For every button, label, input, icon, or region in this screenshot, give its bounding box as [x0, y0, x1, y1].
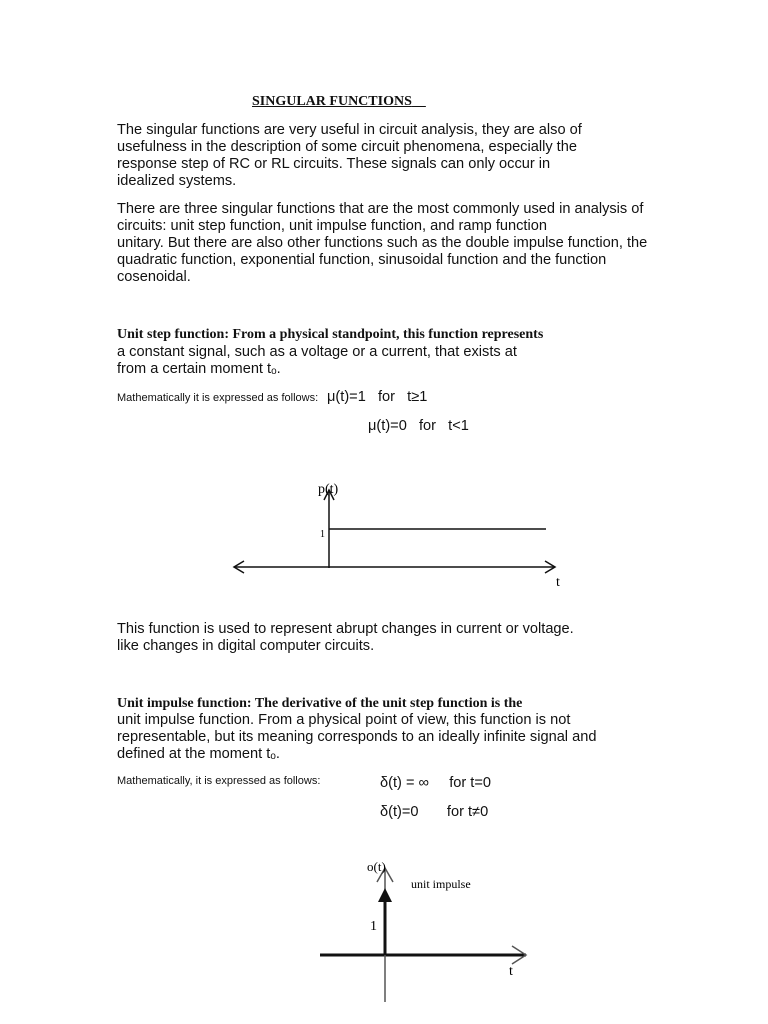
- impulse-level-label: 1: [370, 919, 377, 934]
- step-y-label: p(t): [318, 482, 339, 497]
- step-paragraph: a constant signal, such as a voltage or a current, that exists at from a certain moment tₒ.: [117, 344, 517, 377]
- impulse-spike-arrowhead: [378, 888, 392, 902]
- impulse-graph: [300, 850, 540, 1010]
- step-x-label: t: [556, 575, 560, 590]
- impulse-x-label: t: [509, 964, 513, 979]
- impulse-equation-1: δ(t) = ∞ for t=0: [380, 775, 491, 791]
- impulse-annotation: unit impulse: [411, 877, 471, 891]
- step-equation-2: μ(t)=0 for t<1: [368, 418, 469, 434]
- step-graph: [220, 470, 580, 595]
- step-usage-paragraph: This function is used to represent abrupt changes in current or voltage. like changes in digital computer circuits.: [117, 621, 574, 654]
- types-paragraph: There are three singular functions that are the most commonly used in analysis of circuits: unit step function, unit impulse function, and ramp function unitary. But there are also other functions such as the double impulse function, the quadratic function, exponential function, sinusoidal function and the function cosenoidal.: [117, 201, 648, 285]
- step-equation-1: μ(t)=1 for t≥1: [327, 389, 428, 405]
- impulse-paragraph: unit impulse function. From a physical point of view, this function is not representable, but its meaning corresponds to an ideally infinite signal and defined at the moment tₒ.: [117, 712, 597, 762]
- impulse-math-intro: Mathematically, it is expressed as follows:: [117, 775, 321, 787]
- impulse-equation-2: δ(t)=0 for t≠0: [380, 804, 489, 820]
- step-heading: Unit step function: From a physical standpoint, this function represents: [117, 327, 544, 342]
- intro-paragraph: The singular functions are very useful in circuit analysis, they are also of usefulness in the description of some circuit phenomena, especially the response step of RC or RL circuits. These signals can only occur in idealized systems.: [117, 122, 582, 189]
- step-math-intro: Mathematically it is expressed as follows:: [117, 392, 319, 404]
- page-title: SINGULAR FUNCTIONS: [252, 94, 412, 109]
- step-level-label: 1: [320, 529, 325, 540]
- impulse-y-label: o(t): [367, 859, 386, 874]
- impulse-heading: Unit impulse function: The derivative of the unit step function is the: [117, 696, 523, 711]
